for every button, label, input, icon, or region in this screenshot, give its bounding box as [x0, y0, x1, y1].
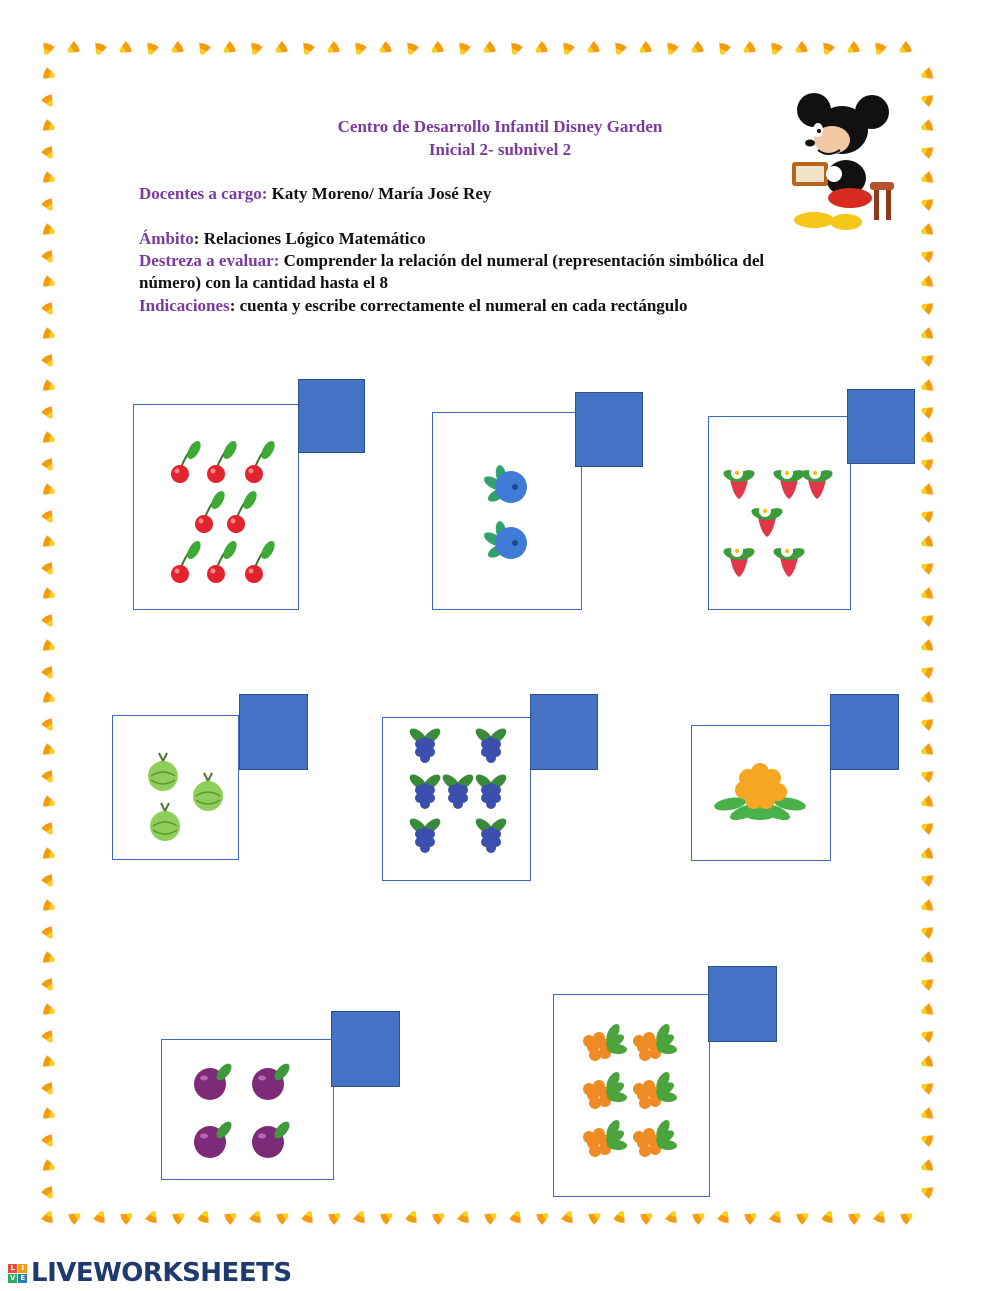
candy-corn-icon	[39, 1053, 56, 1071]
candy-corn-icon	[559, 39, 577, 56]
candy-corn-icon	[919, 481, 936, 499]
candy-corn-icon	[39, 39, 57, 56]
indicaciones-value: : cuenta y escribe correctamente el numeral en cada rectángulo	[229, 296, 688, 315]
brand-name: LIVEWORKSHEETS	[31, 1258, 292, 1288]
cherry-icon	[245, 439, 277, 483]
candy-corn-icon	[919, 1079, 936, 1097]
blueberry-card	[432, 412, 582, 610]
blackberry-icon	[407, 726, 443, 763]
answer-box-plum[interactable]	[331, 1011, 400, 1087]
cherry-icon	[171, 539, 203, 583]
candy-corn-icon	[39, 299, 58, 318]
candy-corn-icon	[39, 403, 58, 422]
candy-corn-icon	[39, 819, 58, 838]
candy-corn-icon	[273, 1208, 292, 1227]
teachers-value: Katy Moreno/ María José Rey	[267, 184, 492, 203]
candy-corn-icon	[351, 39, 369, 56]
candy-corn-icon	[39, 91, 58, 110]
candy-corn-icon	[919, 533, 936, 551]
cherry-icon	[207, 539, 239, 583]
gooseberry-icon	[148, 753, 178, 791]
candy-corn-icon	[39, 1079, 58, 1098]
plum-group	[162, 1040, 333, 1179]
candy-corn-icon	[919, 325, 936, 343]
candy-corn-icon	[919, 767, 936, 785]
candy-corn-icon	[919, 221, 936, 239]
candy-corn-icon	[688, 39, 707, 58]
candy-corn-icon	[919, 741, 936, 759]
candy-corn-icon	[39, 507, 58, 526]
sea-buckthorn-icon	[633, 1022, 677, 1061]
plum-icon	[194, 1119, 234, 1158]
candy-corn-icon	[715, 1209, 733, 1226]
candy-corn-icon	[39, 533, 56, 551]
candy-corn-icon	[39, 221, 56, 239]
candy-corn-icon	[39, 663, 58, 682]
candy-corn-icon	[480, 39, 499, 58]
answer-box-cloudberry[interactable]	[830, 694, 899, 770]
logo-mark-letter: E	[18, 1274, 27, 1283]
teachers-label: Docentes a cargo	[139, 184, 262, 203]
gooseberry-icon	[193, 773, 223, 811]
candy-corn-icon	[117, 1208, 136, 1227]
blackberry-icon	[473, 816, 509, 853]
cherry-icon	[227, 489, 259, 533]
cherry-icon	[245, 539, 277, 583]
candy-corn-icon	[403, 39, 421, 56]
candy-corn-icon	[845, 1208, 864, 1227]
cherry-icon	[195, 489, 227, 533]
answer-box-cherry[interactable]	[298, 379, 365, 453]
candy-corn-icon	[919, 1027, 936, 1045]
destreza-line-2: número) con la cantidad hasta el 8	[139, 273, 389, 292]
candy-corn-icon	[65, 1208, 84, 1227]
candy-corn-icon	[896, 39, 915, 58]
candy-corn-icon	[39, 169, 56, 187]
candy-corn-icon	[429, 1208, 448, 1227]
candy-corn-icon	[871, 1209, 889, 1226]
blackberry-icon	[473, 726, 509, 763]
candy-corn-icon	[39, 637, 56, 655]
candy-corn-icon	[39, 923, 58, 942]
candy-corn-icon	[919, 949, 936, 967]
candy-corn-icon	[919, 585, 936, 603]
candy-corn-icon	[39, 429, 56, 447]
candy-corn-icon	[919, 507, 936, 525]
candy-corn-icon	[39, 1027, 58, 1046]
candy-corn-icon	[377, 1208, 396, 1227]
candy-corn-icon	[64, 39, 83, 58]
candy-corn-icon	[507, 1209, 525, 1226]
candy-corn-icon	[39, 975, 58, 994]
gooseberry-card	[112, 715, 239, 860]
cherry-icon	[171, 439, 203, 483]
school-title: Centro de Desarrollo Infantil Disney Garden	[337, 117, 663, 136]
candy-corn-icon	[919, 611, 936, 629]
candy-corn-icon	[767, 39, 785, 56]
logo-mark-letter: V	[8, 1274, 17, 1283]
candy-corn-icon	[299, 39, 317, 56]
candy-corn-icon	[740, 39, 759, 58]
candy-corn-icon	[663, 1209, 681, 1226]
candy-corn-icon	[844, 39, 863, 58]
candy-corn-icon	[403, 1209, 421, 1226]
strawberry-icon	[722, 467, 756, 499]
plum-card	[161, 1039, 334, 1180]
strawberry-icon	[750, 505, 784, 537]
candy-corn-icon	[272, 39, 291, 58]
candy-corn-icon	[636, 39, 655, 58]
ambito-label: Ámbito	[139, 229, 194, 248]
candy-corn-icon	[455, 39, 473, 56]
candy-corn-icon	[39, 611, 58, 630]
candy-corn-icon	[919, 403, 936, 421]
plum-icon	[252, 1061, 292, 1100]
strawberry-icon	[772, 545, 806, 577]
teachers-separator: :	[261, 184, 268, 203]
candy-corn-icon	[611, 39, 629, 56]
candy-corn-icon	[39, 481, 56, 499]
blackberry-card	[382, 717, 531, 881]
ambito-line	[139, 229, 426, 249]
level-title: Inicial 2- subnivel 2	[428, 140, 572, 159]
candy-corn-icon	[247, 1209, 265, 1226]
strawberry-card	[708, 416, 851, 610]
plum-icon	[194, 1061, 234, 1100]
cloudberry-card	[691, 725, 831, 861]
logo-mark-icon	[8, 1264, 27, 1283]
cherry-group	[134, 405, 298, 609]
sea-buckthorn-card	[553, 994, 710, 1197]
candy-corn-icon	[585, 1208, 604, 1227]
candy-corn-icon	[116, 39, 135, 58]
candy-corn-icon	[792, 39, 811, 58]
candy-corn-icon	[919, 91, 936, 109]
candy-corn-icon	[39, 559, 58, 578]
candy-corn-icon	[533, 1208, 552, 1227]
candy-corn-icon	[39, 1157, 56, 1175]
candy-corn-icon	[919, 1105, 936, 1123]
candy-corn-icon	[39, 793, 56, 811]
candy-corn-icon	[39, 689, 56, 707]
candy-corn-icon	[169, 1208, 188, 1227]
candy-corn-icon	[39, 1209, 57, 1226]
candy-corn-icon	[39, 351, 58, 370]
candy-corn-icon	[919, 1131, 936, 1149]
answer-box-strawberry[interactable]	[847, 389, 915, 464]
destreza-line	[139, 251, 764, 271]
candy-corn-icon	[919, 819, 936, 837]
candy-corn-icon	[39, 273, 56, 291]
candy-corn-icon	[39, 897, 56, 915]
candy-corn-icon	[39, 1001, 56, 1019]
indicaciones-label: Indicaciones	[139, 296, 230, 315]
candy-corn-icon	[919, 923, 936, 941]
candy-corn-icon	[143, 39, 161, 56]
candy-corn-icon	[897, 1208, 916, 1227]
gooseberry-icon	[150, 803, 180, 841]
cherry-card	[133, 404, 299, 610]
candy-corn-icon	[39, 377, 56, 395]
candy-corn-icon	[532, 39, 551, 58]
candy-corn-icon	[39, 585, 56, 603]
candy-corn-icon	[39, 741, 56, 759]
candy-corn-icon	[689, 1208, 708, 1227]
cloudberry-group	[692, 726, 830, 860]
ambito-value: : Relaciones Lógico Matemático	[193, 229, 426, 248]
blackberry-icon	[407, 772, 443, 809]
strawberry-icon	[800, 467, 834, 499]
candy-corn-icon	[39, 871, 58, 890]
candy-corn-icon	[919, 1157, 936, 1175]
sea-buckthorn-icon	[633, 1070, 677, 1109]
blueberry-icon	[482, 464, 527, 504]
candy-corn-icon	[39, 767, 58, 786]
candy-corn-icon	[91, 39, 109, 56]
candy-corn-icon	[39, 845, 56, 863]
sea-buckthorn-icon	[583, 1118, 627, 1157]
strawberry-group	[709, 417, 850, 609]
candy-corn-icon	[767, 1209, 785, 1226]
logo-mark-letter: I	[18, 1264, 27, 1273]
candy-corn-icon	[455, 1209, 473, 1226]
candy-corn-icon	[221, 1208, 240, 1227]
candy-corn-icon	[324, 39, 343, 58]
candy-corn-icon	[919, 845, 936, 863]
candy-corn-icon	[325, 1208, 344, 1227]
mascot-reading-illustration	[784, 70, 899, 240]
candy-corn-icon	[91, 1209, 109, 1226]
candy-corn-icon	[919, 169, 936, 187]
candy-corn-icon	[507, 39, 525, 56]
candy-corn-icon	[793, 1208, 812, 1227]
candy-corn-icon	[195, 1209, 213, 1226]
candy-corn-icon	[663, 39, 681, 56]
candy-corn-icon	[919, 793, 936, 811]
logo-mark-letter: L	[8, 1264, 17, 1273]
candy-corn-icon	[919, 1053, 936, 1071]
destreza-label: Destreza a evaluar:	[139, 251, 280, 270]
liveworksheets-logo	[8, 1258, 292, 1288]
candy-corn-icon	[584, 39, 603, 58]
candy-corn-icon	[919, 871, 936, 889]
blackberry-icon	[440, 772, 476, 809]
candy-corn-icon	[715, 39, 733, 56]
candy-corn-icon	[481, 1208, 500, 1227]
candy-corn-icon	[195, 39, 213, 56]
plum-icon	[252, 1119, 292, 1158]
candy-corn-icon	[919, 351, 936, 369]
candy-corn-icon	[39, 247, 58, 266]
teachers-line	[139, 184, 491, 204]
candy-corn-icon	[919, 1183, 936, 1201]
sea-buckthorn-icon	[583, 1070, 627, 1109]
candy-corn-icon	[39, 715, 58, 734]
strawberry-icon	[772, 467, 806, 499]
candy-corn-icon	[247, 39, 265, 56]
cherry-icon	[207, 439, 239, 483]
answer-box-blackberry[interactable]	[530, 694, 598, 770]
candy-corn-icon	[428, 39, 447, 58]
sea-buckthorn-group	[554, 995, 709, 1196]
candy-corn-icon	[919, 455, 936, 473]
candy-corn-icon	[919, 715, 936, 733]
strawberry-icon	[722, 545, 756, 577]
candy-corn-icon	[351, 1209, 369, 1226]
candy-corn-icon	[39, 325, 56, 343]
candy-corn-icon	[919, 299, 936, 317]
candy-corn-icon	[871, 39, 889, 56]
candy-corn-icon	[39, 1131, 58, 1150]
candy-corn-icon	[919, 429, 936, 447]
candy-corn-icon	[39, 195, 58, 214]
candy-corn-icon	[168, 39, 187, 58]
blackberry-icon	[407, 816, 443, 853]
candy-corn-icon	[919, 377, 936, 395]
candy-corn-icon	[919, 195, 936, 213]
candy-corn-icon	[299, 1209, 317, 1226]
candy-corn-icon	[819, 1209, 837, 1226]
candy-corn-icon	[741, 1208, 760, 1227]
candy-corn-icon	[220, 39, 239, 58]
gooseberry-group	[113, 716, 238, 859]
candy-corn-icon	[637, 1208, 656, 1227]
blueberry-icon	[482, 520, 527, 560]
candy-corn-icon	[919, 247, 936, 265]
sea-buckthorn-icon	[583, 1022, 627, 1061]
candy-corn-icon	[39, 1183, 58, 1202]
candy-corn-icon	[39, 949, 56, 967]
candy-corn-icon	[919, 897, 936, 915]
candy-corn-icon	[919, 689, 936, 707]
candy-corn-icon	[376, 39, 395, 58]
blueberry-group	[433, 413, 581, 609]
answer-box-sea-buckthorn[interactable]	[708, 966, 777, 1042]
candy-corn-icon	[559, 1209, 577, 1226]
indicaciones-line	[139, 296, 687, 316]
candy-corn-icon	[919, 273, 936, 291]
answer-box-blueberry[interactable]	[575, 392, 643, 467]
candy-corn-icon	[611, 1209, 629, 1226]
candy-corn-icon	[919, 663, 936, 681]
sea-buckthorn-icon	[633, 1118, 677, 1157]
candy-corn-icon	[919, 65, 936, 83]
candy-corn-icon	[39, 1105, 56, 1123]
candy-corn-icon	[919, 1001, 936, 1019]
answer-box-gooseberry[interactable]	[239, 694, 308, 770]
candy-corn-icon	[919, 975, 936, 993]
candy-corn-icon	[919, 637, 936, 655]
candy-corn-icon	[39, 455, 58, 474]
blackberry-icon	[473, 772, 509, 809]
candy-corn-icon	[919, 559, 936, 577]
candy-corn-icon	[819, 39, 837, 56]
cloudberry-icon	[713, 763, 807, 823]
blackberry-group	[383, 718, 530, 880]
candy-corn-icon	[39, 65, 56, 83]
destreza-value: Comprender la relación del numeral (representación simbólica del	[279, 251, 765, 270]
candy-corn-icon	[143, 1209, 161, 1226]
